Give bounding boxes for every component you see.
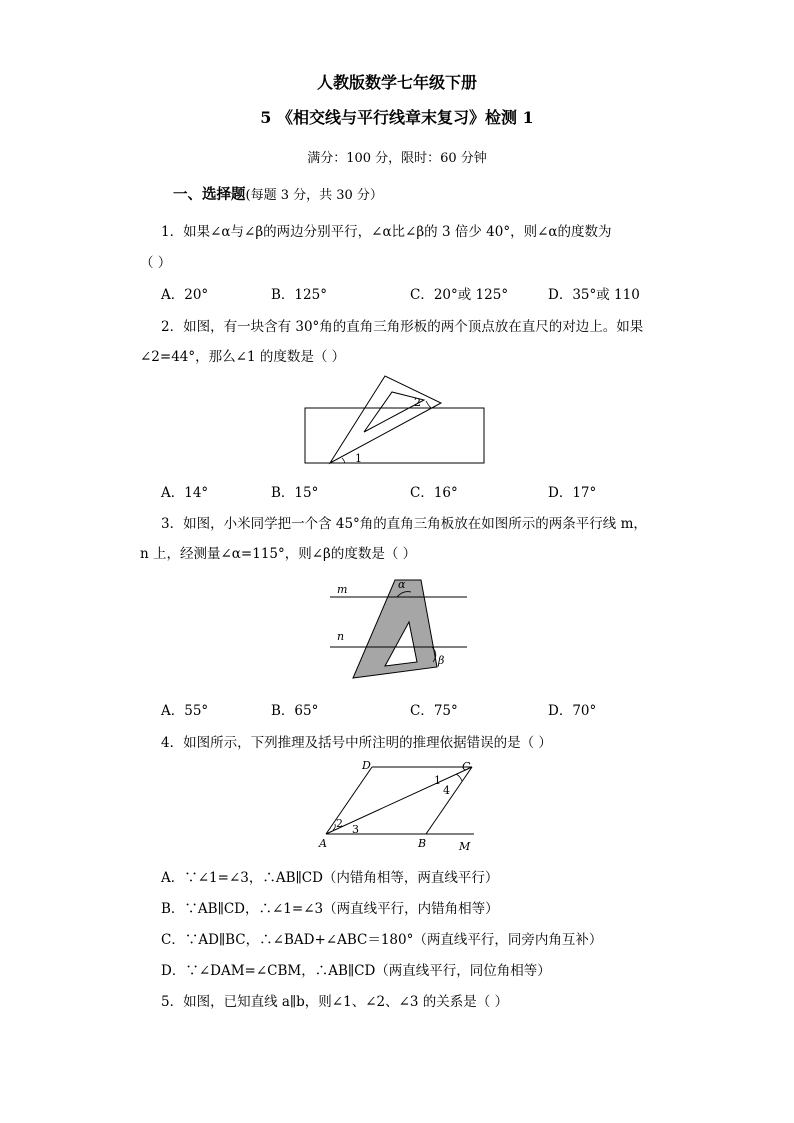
q3-option-b: B．65° [271,703,319,719]
question-4-text: 4．如图所示，下列推理及括号中所注明的推理依据错误的是（ ） [161,735,552,751]
q2-option-a: A．14° [161,485,209,501]
q4-point-d-label: D [362,759,371,772]
q3-option-c: C．75° [410,703,458,719]
section-note: (每题 3 分，共 30 分） [245,188,383,203]
q4-figure-parallelogram [316,757,480,853]
section-header [173,183,383,204]
q4-angle-3-label: 3 [352,823,359,836]
q4-option-c: C．∵AD∥BC，∴∠BAD+∠ABC＝180°（两直线平行，同旁内角互补） [161,932,603,948]
q2-angle-1-label: 1 [355,452,362,465]
q2-option-d: D．17° [548,485,597,501]
q3-line-m-label: m [337,583,348,596]
q3-line-n-label: n [337,630,345,643]
q4-point-a-label: A [319,837,327,850]
question-3-text: 3．如图，小米同学把一个含 45°角的直角三角板放在如图所示的两条平行线 m， [161,516,647,532]
q4-angle-4-label: 4 [443,784,450,797]
question-2-text-cont: ∠2=44°，那么∠1 的度数是（ ） [140,349,346,365]
q3-figure-parallel-lines-triangle [325,572,473,684]
score-time-info: 满分：100 分，限时：60 分钟 [307,151,487,166]
q3-angle-beta-label: β [438,654,445,667]
q4-angle-2-label: 2 [336,817,343,830]
q2-angle-2-label: 2 [414,396,421,409]
q4-point-m-label: M [459,840,471,853]
question-5-text: 5．如图，已知直线 a∥b，则∠1、∠2、∠3 的关系是（ ） [161,994,509,1010]
q1-option-a: A．20° [161,287,209,303]
q3-angle-alpha-label: α [398,578,406,591]
q4-point-c-label: C [462,760,471,773]
q4-option-b: B．∵AB∥CD，∴∠1=∠3（两直线平行，内错角相等） [161,901,499,917]
q2-figure-ruler-triangle [300,370,490,466]
page-subtitle: 5 《相交线与平行线章末复习》检测 1 [260,108,534,127]
q4-angle-1-label: 1 [434,774,441,787]
q4-option-d: D．∵∠DAM=∠CBM，∴AB∥CD（两直线平行，同位角相等） [161,963,551,979]
q1-option-c: C．20°或 125° [410,287,509,303]
q3-option-a: A．55° [161,703,209,719]
question-3-text-cont: n 上，经测量∠α=115°，则∠β的度数是（ ） [140,546,417,562]
q4-option-a: A．∵∠1=∠3，∴AB∥CD（内错角相等，两直线平行） [161,870,499,886]
q2-option-c: C．16° [410,485,458,501]
q3-option-d: D．70° [548,703,597,719]
q1-option-b: B．125° [271,287,327,303]
q4-point-b-label: B [418,837,427,850]
question-2-text: 2．如图，有一块含有 30°角的直角三角形板的两个顶点放在直尺的对边上。如果 [161,319,644,335]
page-title: 人教版数学七年级下册 [316,73,477,92]
q1-option-d: D．35°或 110 [548,287,640,303]
section-title: 一、选择题 [173,186,246,203]
question-1-text: 1．如果∠α与∠β的两边分别平行，∠α比∠β的 3 倍少 40°，则∠α的度数为 [161,224,612,240]
question-1-blank: （ ） [140,255,172,271]
q2-option-b: B．15° [271,485,319,501]
